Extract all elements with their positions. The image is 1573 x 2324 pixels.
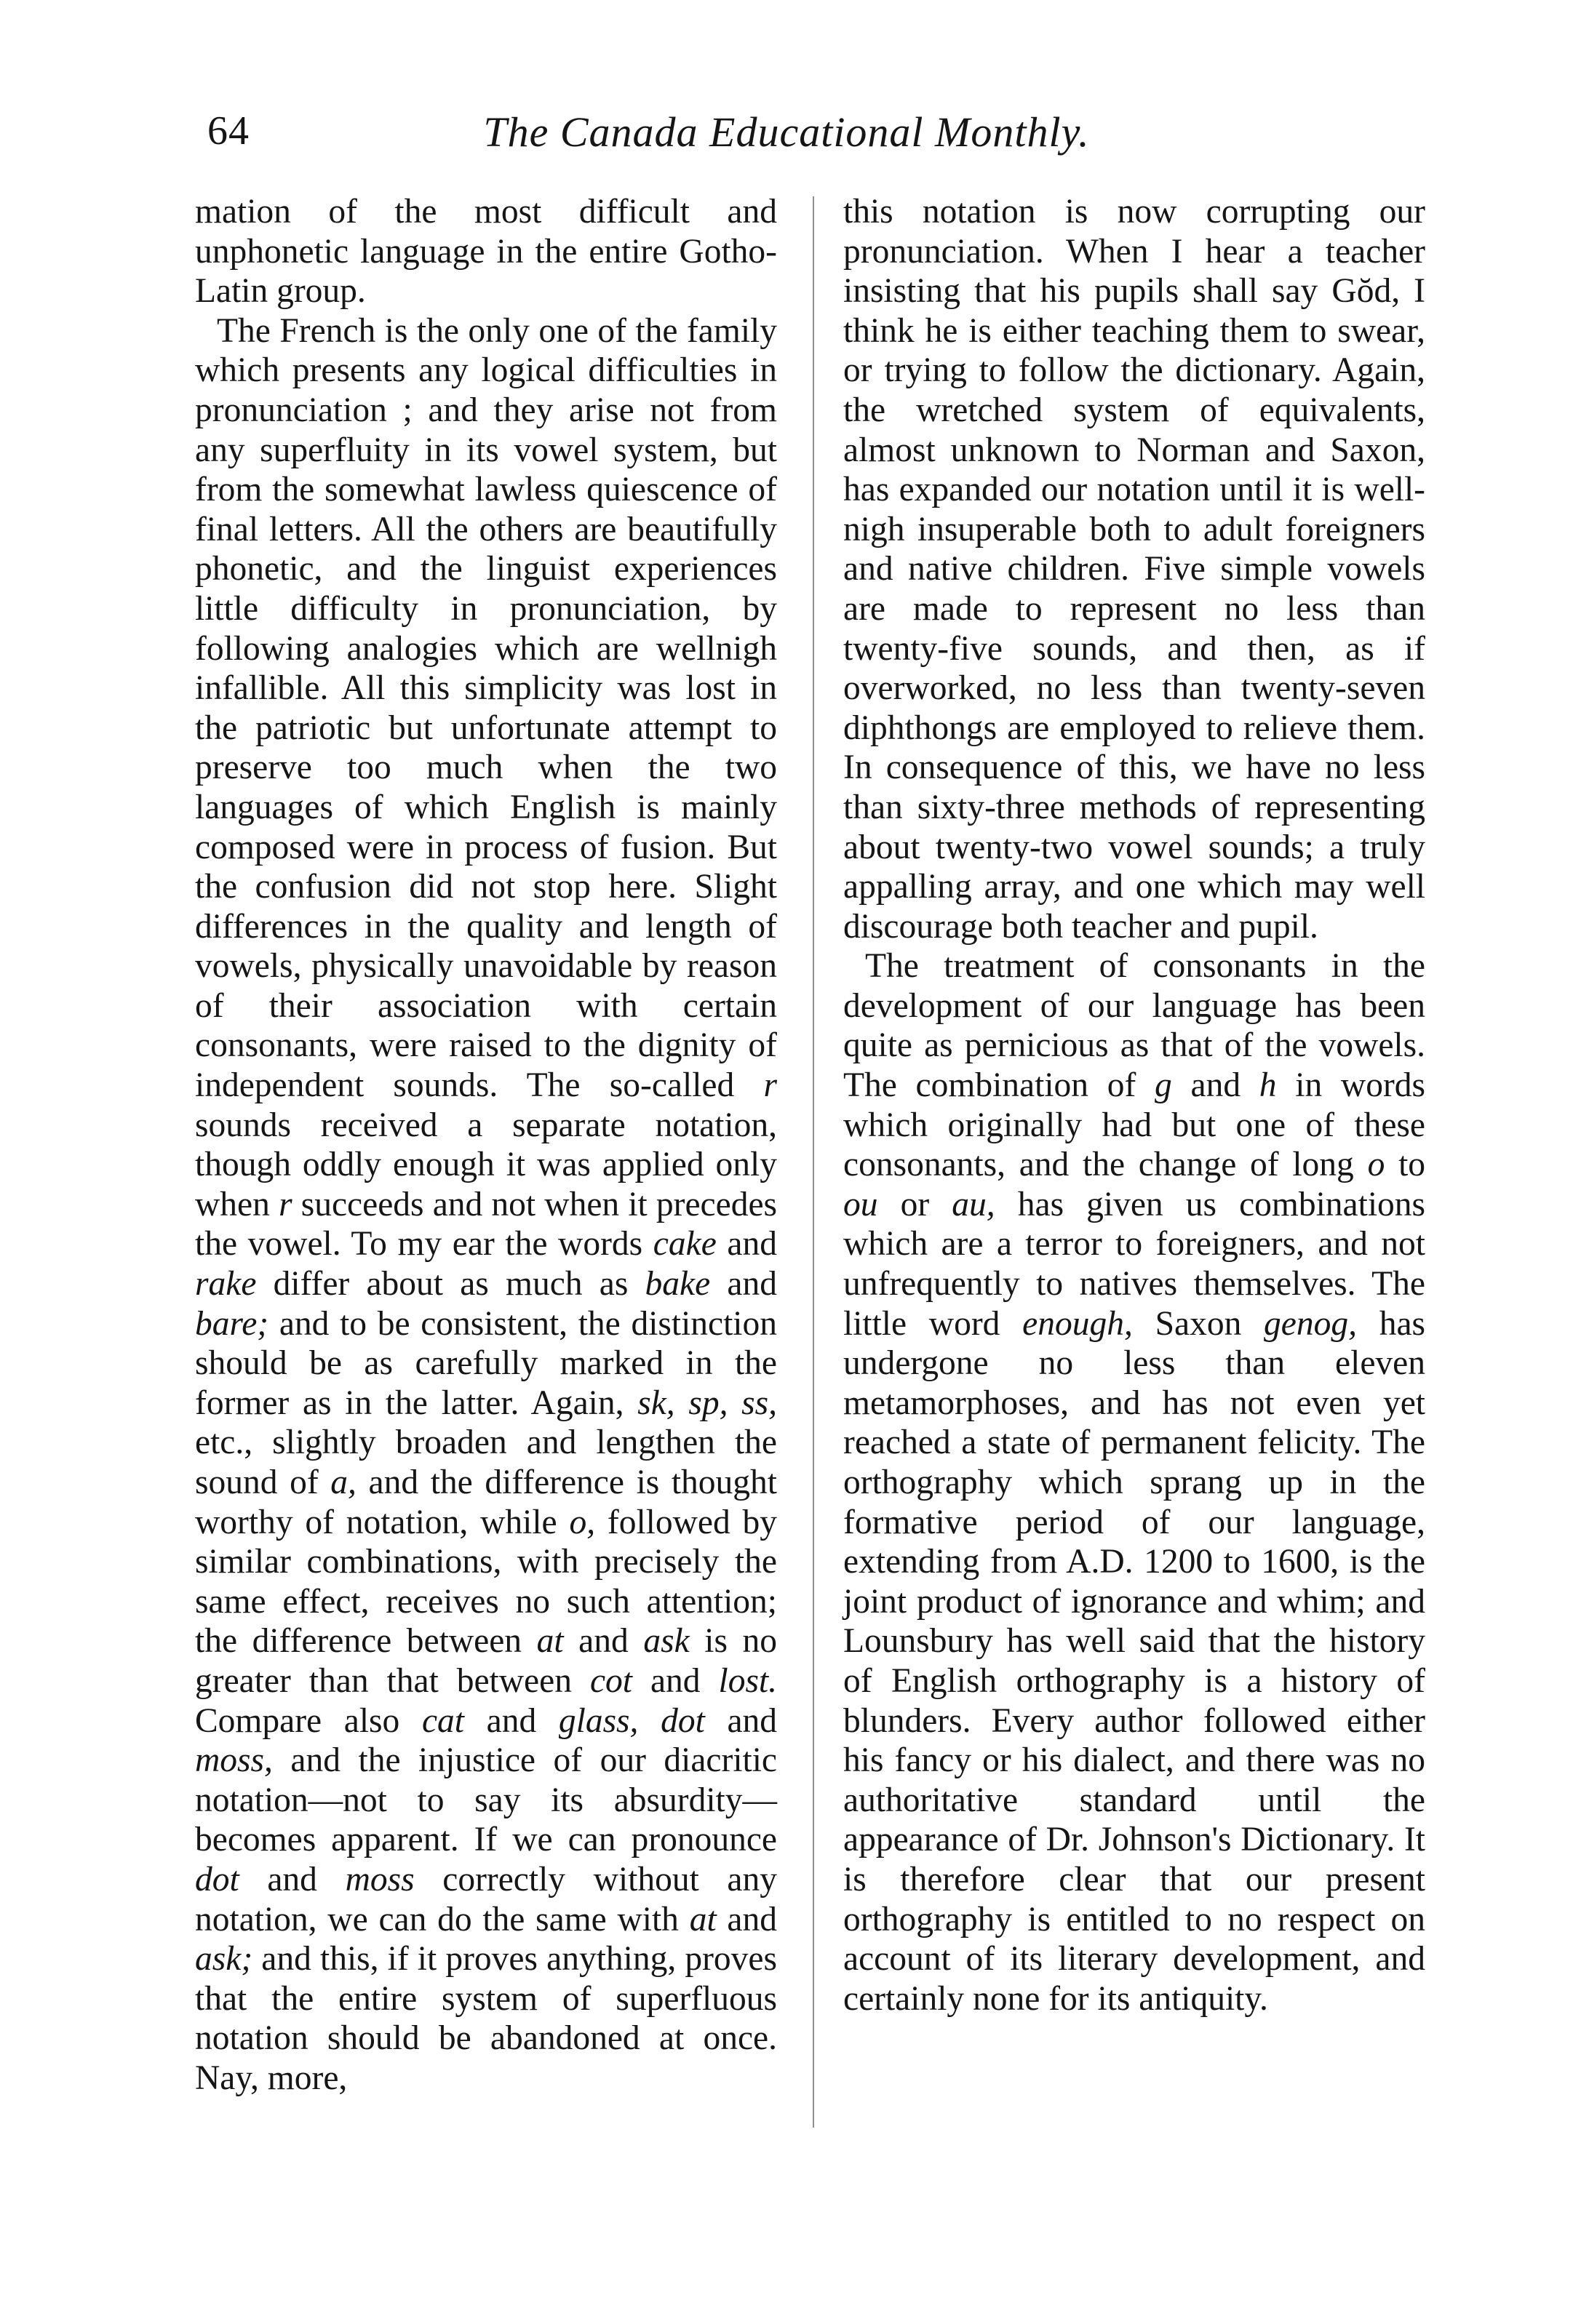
italic-word: dot	[661, 1701, 705, 1740]
italic-word: o,	[569, 1503, 596, 1541]
italic-word: rake	[195, 1265, 257, 1303]
italic-word: cat	[421, 1701, 464, 1740]
italic-word: lost.	[718, 1661, 778, 1700]
journal-title: The Canada Educational Monthly.	[483, 108, 1090, 156]
paragraph-notation: this notation is now corrupting our pronunciation. When I hear a teacher insisting that his pupils shall say Gŏd, I think he is either teaching them to swear, or trying to follow the dictionary. Again, the wretched system of equivalents, almost unknown to Norman and Saxon, has expanded our notation until it is well-nigh insuperable both to adult foreigners and native children. Five simple vowels are made to represent no less than twenty-five sounds, and then, as if overworked, no less than twenty-seven diphthongs are employed to relieve them. In consequence of this, we have no less than sixty-three methods of representing about twenty-two vowel sounds; a truly appalling array, and one which may well discourage both teacher and pupil.	[843, 193, 1425, 946]
italic-word: bare;	[195, 1304, 269, 1343]
column-divider	[813, 196, 814, 2128]
italic-word: moss	[345, 1860, 415, 1898]
italic-word: ask	[643, 1622, 690, 1661]
italic-word: h	[1259, 1066, 1277, 1105]
italic-word: g	[1155, 1066, 1172, 1105]
italic-word: sk, sp, ss,	[637, 1383, 778, 1422]
italic-word: cot	[589, 1661, 632, 1700]
paragraph-continued: mation of the most difficult and unphonetic language in the entire Gotho-Latin group.	[195, 193, 777, 311]
italic-word: genog,	[1264, 1304, 1357, 1343]
right-column	[843, 192, 1425, 2018]
running-head	[0, 108, 1573, 159]
italic-word: ou	[843, 1185, 878, 1223]
paragraph-consonants: The treatment of consonants in the development of our language has been quite as pernicious as that of the vowels. The combination of g and h in words which originally had but one of these consonants, and the change of long o to ou or au, has given us combinations which are a terror to foreigners, and not unfrequently to natives themselves. The little word enough, Saxon genog, has undergone no less than eleven metamorphoses, and has not even yet reached a state of permanent felicity. The orthography which sprang up in the formative period of our language, extending from A.D. 1200 to 1600, is the joint product of ignorance and whim; and Lounsbury has well said that the history of English orthography is a history of blunders. Every author followed either his fancy or his dialect, and there was no authoritative standard until the appearance of Dr. Johnson's Dictionary. It is therefore clear that our present orthography is entitled to no respect on account of its literary development, and certainly none for its antiquity.	[843, 947, 1426, 2018]
paragraph-french-phonetics: The French is the only one of the family which presents any logical difficulties in pronunciation ; and they arise not from any superfluity in its vowel system, but from the somewhat lawless quiescence of final letters. All the others are beautifully phonetic, and the linguist experiences little difficulty in pronunciation, by following analogies which are wellnigh infallible. All this simplicity was lost in the patriotic but unfortunate attempt to preserve too much when the two languages of which English is mainly composed were in process of fusion. But the confusion did not stop here. Slight differences in the quality and length of vowels, physically unavoidable by reason of their association with certain consonants, were raised to the dignity of independent sounds. The so-called r sounds received a separate notation, though oddly enough it was applied only when r succeeds and not when it precedes the vowel. To my ear the words cake and rake differ about as much as bake and bare; and to be consistent, the distinction should be as carefully marked in the former as in the latter. Again, sk, sp, ss, etc., slightly broaden and lengthen the sound of a, and the difference is thought worthy of notation, while o, followed by similar combinations, with precisely the same effect, receives no such attention; the difference between at and ask is no greater than that between cot and lost. Compare also cat and glass, dot and moss, and the injustice of our diacritic notation—not to say its absurdity—becomes apparent. If we can pronounce dot and moss correctly without any notation, we can do the same with at and ask; and this, if it proves anything, proves that the entire system of superfluous notation should be abandoned at once. Nay, more,	[195, 311, 778, 2097]
italic-word: o	[1367, 1146, 1385, 1184]
page-number: 64	[207, 108, 250, 153]
italic-word: cake	[653, 1225, 717, 1263]
italic-word: enough,	[1022, 1304, 1133, 1343]
italic-word: moss,	[195, 1741, 273, 1780]
italic-word: glass,	[558, 1701, 639, 1740]
italic-word: r	[279, 1185, 292, 1223]
italic-word: au,	[952, 1185, 995, 1223]
italic-word: at	[689, 1900, 717, 1938]
italic-word: dot	[195, 1860, 239, 1898]
left-column	[195, 192, 777, 2099]
italic-word: ask;	[195, 1940, 253, 1978]
italic-word: bake	[645, 1265, 711, 1303]
italic-word: a,	[330, 1464, 357, 1501]
italic-word: r	[763, 1066, 777, 1105]
italic-word: at	[536, 1622, 564, 1661]
